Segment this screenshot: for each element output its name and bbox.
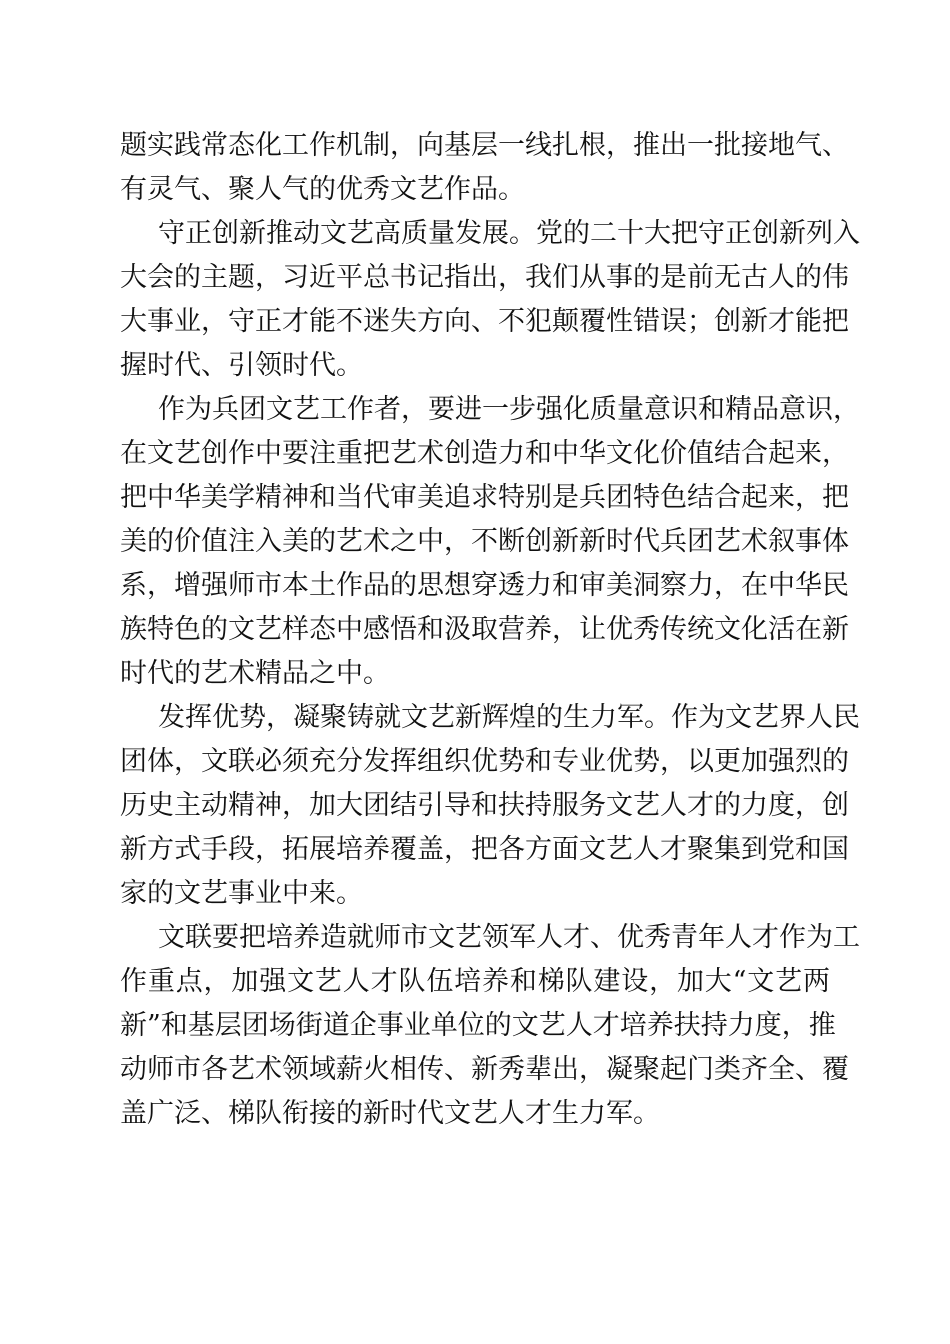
paragraph-3-line-3: 把中华美学精神和当代审美追求特别是兵团特色结合起来，把 bbox=[120, 482, 849, 513]
paragraph-2-line-1: 守正创新推动文艺高质量发展。党的二十大把守正创新列入 bbox=[158, 218, 860, 249]
paragraph-3-line-6: 族特色的文艺样态中感悟和汲取营养，让优秀传统文化活在新 bbox=[120, 614, 849, 645]
paragraph-1-line-2: 有灵气、聚人气的优秀文艺作品。 bbox=[120, 174, 525, 205]
document-body bbox=[120, 124, 860, 1136]
paragraph-3-line-4: 美的价值注入美的艺术之中，不断创新新时代兵团艺术叙事体 bbox=[120, 526, 849, 557]
paragraph-4-line-4: 新方式手段，拓展培养覆盖，把各方面文艺人才聚集到党和国 bbox=[120, 834, 849, 865]
paragraph-4-line-1: 发挥优势，凝聚铸就文艺新辉煌的生力军。作为文艺界人民 bbox=[158, 702, 860, 733]
paragraph-5-line-1: 文联要把培养造就师市文艺领军人才、优秀青年人才作为工 bbox=[158, 922, 860, 953]
paragraph-2-line-4: 握时代、引领时代。 bbox=[120, 350, 363, 381]
paragraph-4-line-3: 历史主动精神，加大团结引导和扶持服务文艺人才的力度，创 bbox=[120, 790, 849, 821]
paragraph-2-line-3: 大事业，守正才能不迷失方向、不犯颠覆性错误；创新才能把 bbox=[120, 306, 849, 337]
paragraph-5-line-3: 新”和基层团场街道企事业单位的文艺人才培养扶持力度，推 bbox=[120, 1010, 836, 1041]
paragraph-5-line-2: 作重点，加强文艺人才队伍培养和梯队建设，加大“文艺两 bbox=[120, 966, 830, 997]
paragraph-3-line-1: 作为兵团文艺工作者，要进一步强化质量意识和精品意识， bbox=[158, 394, 860, 425]
paragraph-1-line-1: 题实践常态化工作机制，向基层一线扎根，推出一批接地气、 bbox=[120, 130, 849, 161]
paragraph-4-line-5: 家的文艺事业中来。 bbox=[120, 878, 363, 909]
paragraph-3-line-2: 在文艺创作中要注重把艺术创造力和中华文化价值结合起来， bbox=[120, 438, 849, 469]
paragraph-3-line-7: 时代的艺术精品之中。 bbox=[120, 658, 390, 689]
paragraph-2-line-2: 大会的主题，习近平总书记指出，我们从事的是前无古人的伟 bbox=[120, 262, 849, 293]
paragraph-5-line-5: 盖广泛、梯队衔接的新时代文艺人才生力军。 bbox=[120, 1098, 660, 1129]
paragraph-5-line-4: 动师市各艺术领域薪火相传、新秀辈出，凝聚起门类齐全、覆 bbox=[120, 1054, 849, 1085]
paragraph-4-line-2: 团体，文联必须充分发挥组织优势和专业优势，以更加强烈的 bbox=[120, 746, 849, 777]
paragraph-3-line-5: 系，增强师市本土作品的思想穿透力和审美洞察力，在中华民 bbox=[120, 570, 849, 601]
